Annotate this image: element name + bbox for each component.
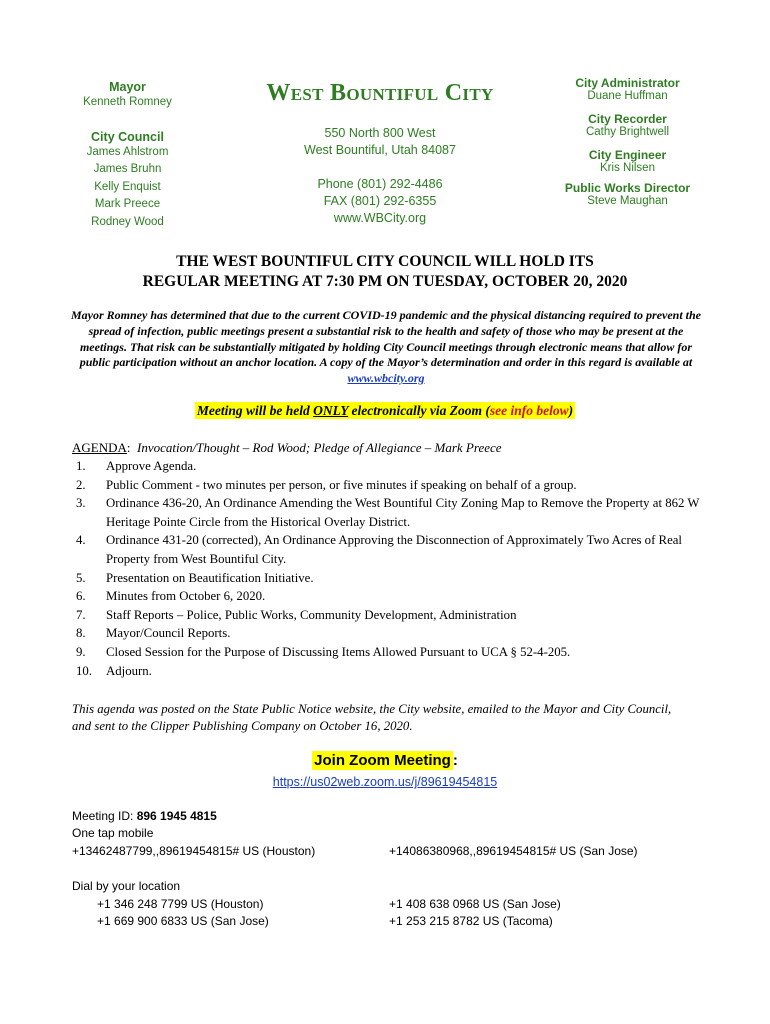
staff-name: Kris Nilsen <box>600 162 655 174</box>
notice-text: Mayor Romney has determined that due to the current COVID-19 pandemic and the physical distancing required to prevent the spread of infection, public meetings present a substantial risk to the health and safety of those who may be present at the meetings. That risk can be substantially mitigated by holding City Council meetings through electronic means that allow for public participation without an anchor location. A copy of the Mayor’s determination and order in this regard is available at <box>70 308 702 370</box>
staff-role: City Engineer <box>588 148 667 162</box>
join-zoom-label: Join Zoom Meeting <box>314 752 451 769</box>
agenda-item-text: Ordinance 431-20 (corrected), An Ordinance Approving the Disconnection of Approximately Two Acres of Real Property from West Bountiful City. <box>106 533 682 566</box>
agenda-item-text: Public Comment - two minutes per person, or five minutes if speaking on behalf of a group. <box>106 477 577 492</box>
one-tap-number: +14086380968,,89619454815# US (San Jose) <box>389 844 638 858</box>
meeting-id-line <box>72 808 472 826</box>
agenda-item <box>76 457 716 476</box>
agenda-item-text: Approve Agenda. <box>106 459 197 473</box>
mayor-name: Kenneth Romney <box>83 96 172 108</box>
agenda-header: AGENDA: Invocation/Thought – Rod Wood; Pledge of Allegiance – Mark Preece <box>72 440 502 455</box>
heading-line-2: REGULAR MEETING AT 7:30 PM ON TUESDAY, OCTOBER 20, 2020 <box>142 273 628 290</box>
agenda-item-number: 5. <box>76 570 86 585</box>
agenda-item <box>76 643 716 662</box>
agenda-item <box>76 606 716 625</box>
agenda-item-number: 9. <box>76 644 86 659</box>
council-member: Mark Preece <box>94 198 161 210</box>
heading-line-1: THE WEST BOUNTIFUL CITY COUNCIL WILL HOLD ITS <box>176 253 594 270</box>
agenda-item-number: 7. <box>76 607 86 622</box>
city-website-link[interactable]: www.wbcity.org <box>347 371 425 386</box>
agenda-item-number: 6. <box>76 589 86 604</box>
staff-name: Steve Maughan <box>587 195 668 207</box>
agenda-item <box>76 569 716 588</box>
city-council-label: City Council <box>91 129 164 144</box>
mayor-council-column <box>70 80 185 231</box>
staff-name: Cathy Brightwell <box>585 126 670 138</box>
city-contact <box>250 176 510 227</box>
agenda-label: AGENDA <box>72 440 127 455</box>
city-address <box>250 125 510 159</box>
city-name-title: West Bountiful City <box>266 80 494 106</box>
address-line-2: West Bountiful, Utah 84087 <box>304 143 456 157</box>
agenda-item <box>76 587 716 606</box>
agenda-item-text: Adjourn. <box>106 663 152 678</box>
dial-label: Dial by your location <box>72 879 181 893</box>
agenda-item-text: Closed Session for the Purpose of Discussing Items Allowed Pursuant to UCA § 52-4-205. <box>106 644 571 659</box>
agenda-item-number: 4. <box>76 533 86 548</box>
mayor-label: Mayor <box>109 80 146 94</box>
council-member: James Ahlstrom <box>86 145 169 158</box>
agenda-list <box>76 457 716 680</box>
agenda-item-text: Ordinance 436-20, An Ordinance Amending the West Bountiful City Zoning Map to Remove the Property at 862 W Heritage Pointe Circle from the Historical Overlay District. <box>106 496 700 529</box>
council-member: Kelly Enquist <box>94 180 161 193</box>
covid-notice <box>68 308 704 387</box>
agenda-intro: Invocation/Thought – Rod Wood; Pledge of Allegiance – Mark Preece <box>137 440 502 455</box>
zoom-only-prefix: Meeting will be held <box>196 403 314 418</box>
dial-number: +1 346 248 7799 US (Houston) <box>97 897 264 911</box>
staff-role: City Recorder <box>588 112 667 126</box>
one-tap-number: +13462487799,,89619454815# US (Houston) <box>72 844 316 858</box>
agenda-item-number: 10. <box>76 663 92 678</box>
posted-notice: This agenda was posted on the State Public Notice website, the City website, emailed to the Mayor and City Council, and sent to the Clipper Publishing Company on October 16, 2020. <box>72 702 672 733</box>
zoom-only-close: ) <box>568 403 574 418</box>
agenda-item <box>76 531 716 568</box>
address-line-1: 550 North 800 West <box>324 126 436 140</box>
zoom-link-line <box>0 775 770 789</box>
agenda-item-number: 3. <box>76 496 86 511</box>
dial-number: +1 408 638 0968 US (San Jose) <box>389 897 561 911</box>
zoom-only-notice <box>0 403 770 419</box>
agenda-item-number: 8. <box>76 626 86 641</box>
zoom-meeting-link[interactable]: https://us02web.zoom.us/j/89619454815 <box>272 775 498 789</box>
meeting-heading <box>60 252 710 292</box>
council-member: James Bruhn <box>93 163 162 175</box>
join-zoom-heading <box>0 752 770 769</box>
agenda-item <box>76 624 716 643</box>
zoom-only-suffix: electronically via Zoom ( <box>348 403 490 418</box>
zoom-only-emphasis: ONLY <box>313 403 349 418</box>
staff-column <box>560 76 695 217</box>
fax-number: FAX (801) 292-6355 <box>323 194 437 208</box>
one-tap-label: One tap mobile <box>72 826 154 840</box>
agenda-item <box>76 494 716 531</box>
agenda-item-number: 2. <box>76 477 86 492</box>
dial-number: +1 253 215 8782 US (Tacoma) <box>389 914 553 928</box>
agenda-item-number: 1. <box>76 459 86 473</box>
staff-role: Public Works Director <box>564 181 691 195</box>
staff-name: Duane Huffman <box>587 90 668 102</box>
dial-number: +1 669 900 6833 US (San Jose) <box>97 914 269 928</box>
council-member: Rodney Wood <box>91 215 164 228</box>
phone-number: Phone (801) 292-4486 <box>317 177 443 191</box>
agenda-item-text: Mayor/Council Reports. <box>106 626 231 641</box>
website-text: www.WBCity.org <box>333 211 427 225</box>
staff-role: City Administrator <box>575 76 680 90</box>
agenda-item-text: Presentation on Beautification Initiative. <box>106 570 314 585</box>
agenda-item-text: Staff Reports – Police, Public Works, Community Development, Administration <box>106 607 517 622</box>
meeting-id-value: 896 1945 4815 <box>136 809 217 823</box>
agenda-item <box>76 476 716 495</box>
agenda-item-text: Minutes from October 6, 2020. <box>106 589 266 604</box>
join-zoom-colon: : <box>452 752 458 769</box>
see-info-below: see info below <box>489 403 569 418</box>
agenda-item <box>76 662 716 681</box>
meeting-id-label: Meeting ID: <box>72 809 137 823</box>
